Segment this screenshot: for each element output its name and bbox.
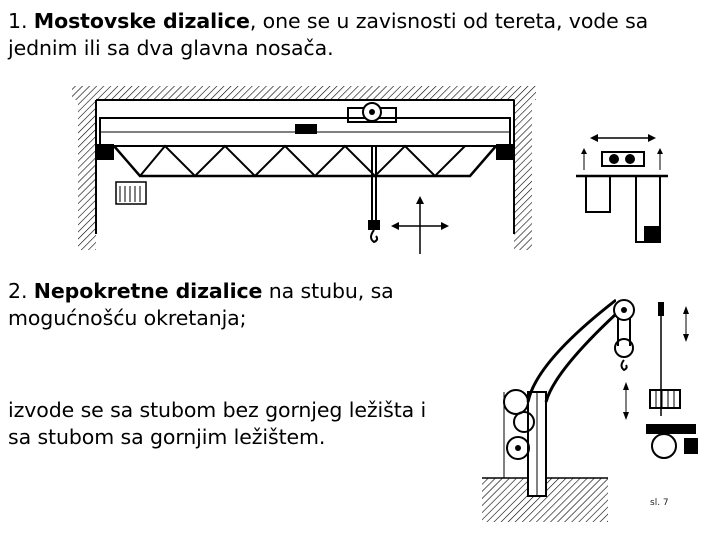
line-text: na stubu, sa (262, 279, 394, 303)
bold-term: Mostovske dizalice (33, 9, 250, 33)
item-number: 1. (8, 9, 34, 33)
line-text: izvode se sa stubom bez gornjeg ležišta i (8, 398, 427, 422)
figure-label: sl. 7 (650, 498, 669, 508)
paragraph-line (8, 8, 648, 35)
winch-detail-illustration (600, 296, 710, 486)
item-number: 2. (8, 279, 34, 303)
paragraph-bridge-cranes (8, 8, 648, 62)
line-text: , one se u zavisnosti od tereta, vode sa (249, 9, 649, 33)
paragraph-column-types (8, 397, 426, 451)
jib-crane-illustration (476, 292, 616, 528)
line-text: mogućnošću okretanja; (8, 306, 247, 330)
bold-term: Nepokretne dizalice (33, 279, 263, 303)
bridge-crane-side-view (572, 130, 672, 244)
paragraph-fixed-cranes (8, 278, 394, 332)
line-text: sa stubom sa gornjim ležištem. (8, 425, 326, 449)
line-text: jednim ili sa dva glavna nosača. (8, 36, 334, 60)
paragraph-line (8, 278, 394, 305)
bridge-crane-illustration (70, 84, 540, 254)
